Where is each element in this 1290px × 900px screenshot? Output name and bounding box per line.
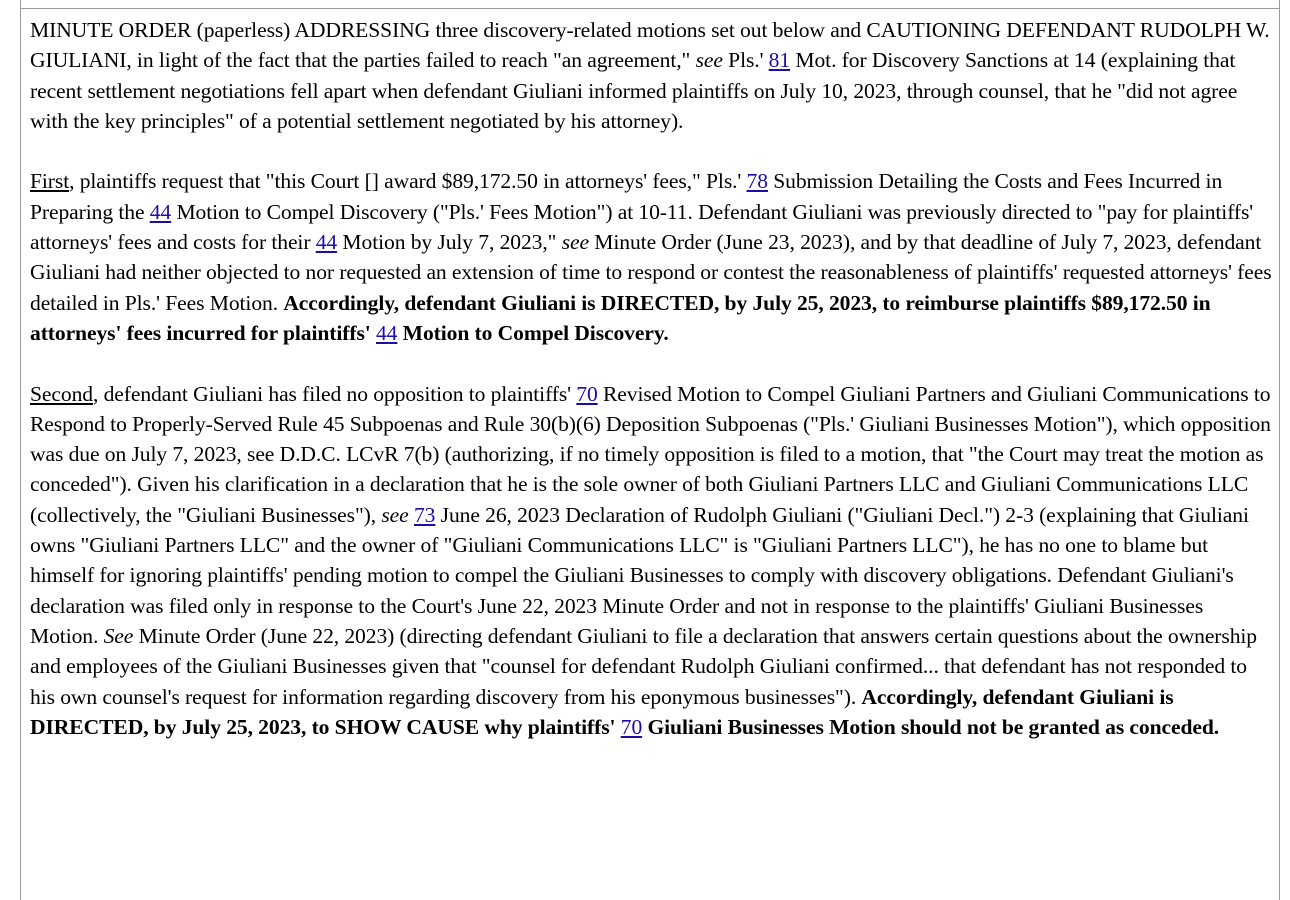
- second-label: Second: [30, 381, 93, 406]
- docket-link-70[interactable]: 70: [620, 714, 643, 739]
- docket-link-81[interactable]: 81: [768, 48, 791, 73]
- first-label: First: [30, 169, 70, 194]
- docket-link-44[interactable]: 44: [315, 230, 338, 255]
- docket-link-44[interactable]: 44: [375, 320, 398, 345]
- paragraph-intro: MINUTE ORDER (paperless) ADDRESSING three discovery-related motions set out below and CAUTIONING DEFENDANT RUDOLPH W. GIULIANI, in light of the fact that the parties failed to reach "an agreement," see Pls.' 81 Mot. for Discovery Sanctions at 14 (explaining that recent settlement negotiations fell apart when defendant Giuliani informed plaintiffs on July 10, 2023, through counsel, that he "did not agree with the key principles" of a potential settlement negotiated by his attorney).: [30, 18, 1270, 133]
- docket-link-78[interactable]: 78: [746, 169, 768, 194]
- minute-order-text: [30, 15, 1272, 772]
- paragraph-first: First, plaintiffs request that "this Court [] award $89,172.50 in attorneys' fees," Pls.' 78 Submission Detailing the Costs and Fees Incurred in Preparing the 44 Motion to Compel Discovery ("Pls.' Fees Motion") at 10-11. Defendant Giuliani was previously directed to "pay for plaintiffs' attorneys' fees and costs for their 44 Motion by July 7, 2023," see Minute Order (June 23, 2023), and by that deadline of July 7, 2023, defendant Giuliani had neither objected to nor requested an extension of time to respond or contest the reasonableness of plaintiffs' requested attorneys' fees detailed in Pls.' Fees Motion. Accordingly, defendant Giuliani is DIRECTED, by July 25, 2023, to reimburse plaintiffs $89,172.50 in attorneys' fees incurred for plaintiffs' 44 Motion to Compel Discovery.: [30, 169, 1272, 345]
- docket-link-73[interactable]: 73: [413, 502, 436, 527]
- docket-link-70[interactable]: 70: [576, 381, 598, 406]
- docket-link-44[interactable]: 44: [149, 199, 172, 224]
- paragraph-second: Second, defendant Giuliani has filed no opposition to plaintiffs' 70 Revised Motion to Compel Giuliani Partners and Giuliani Communications to Respond to Properly-Served Rule 45 Subpoenas and Rule 30(b)(6) Deposition Subpoenas ("Pls.' Giuliani Businesses Motion"), which opposition was due on July 7, 2023, see D.D.C. LCvR 7(b) (authorizing, if no timely opposition is filed to a motion, that "the Court may treat the motion as conceded"). Given his clarification in a declaration that he is the sole owner of both Giuliani Partners LLC and Giuliani Communications LLC (collectively, the "Giuliani Businesses"), see 73 June 26, 2023 Declaration of Rudolph Giuliani ("Giuliani Decl.") 2-3 (explaining that Giuliani owns "Giuliani Partners LLC" and the owner of "Giuliani Communications LLC" is "Giuliani Partners LLC"), he has no one to blame but himself for ignoring plaintiffs' pending motion to compel the Giuliani Businesses to comply with discovery obligations. Defendant Giuliani's declaration was filed only in response to the Court's June 22, 2023 Minute Order and not in response to the plaintiffs' Giuliani Businesses Motion. See Minute Order (June 22, 2023) (directing defendant Giuliani to file a declaration that answers certain questions about the ownership and employees of the Giuliani Businesses given that "counsel for defendant Rudolph Giuliani confirmed... that defendant has not responded to his own counsel's request for information regarding discovery from his eponymous businesses"). Accordingly, defendant Giuliani is DIRECTED, by July 25, 2023, to SHOW CAUSE why plaintiffs' 70 Giuliani Businesses Motion should not be granted as conceded.: [30, 381, 1271, 739]
